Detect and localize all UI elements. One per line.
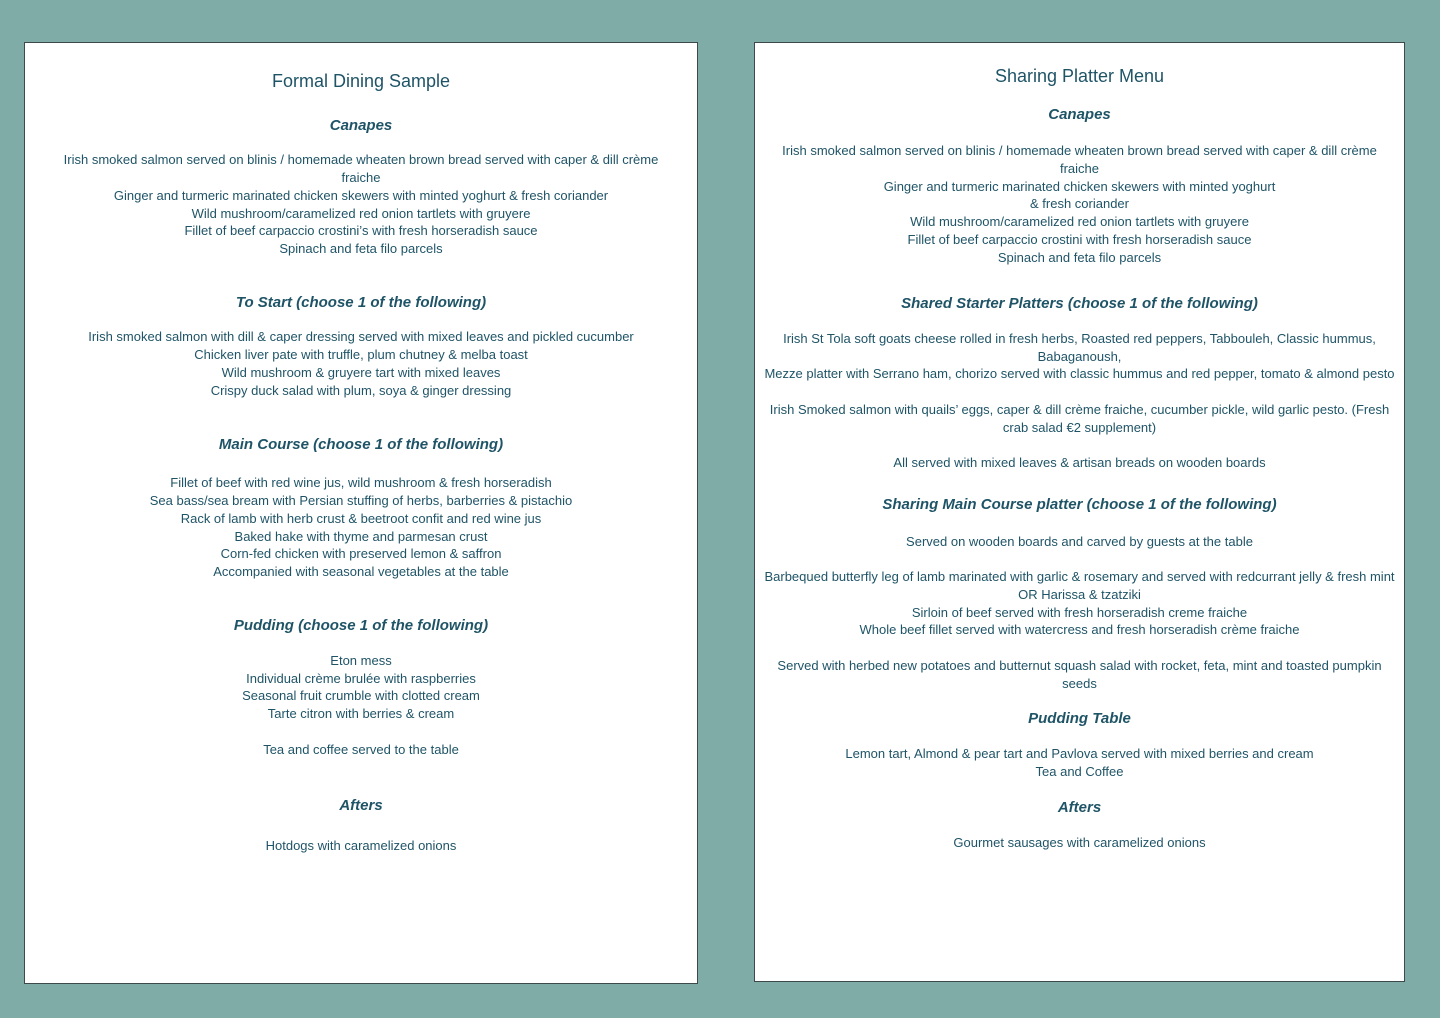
section-heading-afters: Afters [1057, 799, 1102, 816]
menu-item: Ginger and turmeric marinated chicken skewers with minted yoghurt & fresh coriander [113, 188, 609, 203]
menu-item: Irish St Tola soft goats cheese rolled in fresh herbs, Roasted red peppers, Tabbouleh, Classic hummus, Babaganoush, [783, 331, 1376, 364]
menu-item: Fillet of beef with red wine jus, wild mushroom & fresh horseradish [170, 475, 552, 490]
section-heading-canapes: Canapes [329, 117, 393, 134]
section-heading-main-course: Main Course (choose 1 of the following) [218, 436, 504, 453]
section-heading-canapes: Canapes [1048, 106, 1111, 123]
menu-item: & fresh coriander [1030, 196, 1129, 211]
menu-note: Tea and coffee served to the table [263, 742, 459, 757]
section-heading-main-course-platter: Sharing Main Course platter (choose 1 of the following) [882, 496, 1277, 513]
menu-item: Seasonal fruit crumble with clotted cream [242, 688, 480, 703]
menu-item: Spinach and feta filo parcels [279, 241, 443, 256]
menu-item: Chicken liver pate with truffle, plum chutney & melba toast [194, 347, 528, 362]
menu-item: Tarte citron with berries & cream [267, 706, 455, 721]
menu-item: Wild mushroom/caramelized red onion tartlets with gruyere [191, 206, 531, 221]
menu-item: Irish smoked salmon served on blinis / homemade wheaten brown bread served with caper & dill crème fraiche [782, 143, 1377, 176]
menu-item: Wild mushroom & gruyere tart with mixed leaves [221, 365, 501, 380]
section-heading-afters: Afters [339, 797, 383, 814]
menu-item: Crispy duck salad with plum, soya & ginger dressing [210, 383, 512, 398]
menu-item: Sea bass/sea bream with Persian stuffing of herbs, barberries & pistachio [149, 493, 573, 508]
page-title: Formal Dining Sample [271, 71, 451, 91]
section-heading-starter-platters: Shared Starter Platters (choose 1 of the following) [901, 295, 1258, 312]
menu-item: Irish smoked salmon with dill & caper dressing served with mixed leaves and pickled cucumber [88, 329, 634, 344]
menu-item: Lemon tart, Almond & pear tart and Pavlova served with mixed berries and cream [845, 746, 1314, 761]
menu-item: Rack of lamb with herb crust & beetroot confit and red wine jus [180, 511, 542, 526]
menu-item: Whole beef fillet served with watercress and fresh horseradish crème fraiche [859, 622, 1300, 637]
menu-item: Hotdogs with caramelized onions [265, 838, 457, 853]
menu-item: Barbequed butterfly leg of lamb marinated with garlic & rosemary and served with redcurrant jelly & fresh mint OR Harissa & tzatziki [764, 569, 1395, 602]
menu-item: Irish Smoked salmon with quails’ eggs, caper & dill crème fraiche, cucumber pickle, wild garlic pesto. (Fresh crab salad €2 supplement) [769, 402, 1390, 435]
menu-note: All served with mixed leaves & artisan breads on wooden boards [893, 455, 1266, 470]
menu-item: Baked hake with thyme and parmesan crust [234, 529, 488, 544]
section-heading-pudding: Pudding (choose 1 of the following) [233, 617, 489, 634]
menu-item: Individual crème brulée with raspberries [246, 671, 476, 686]
menu-item: Sirloin of beef served with fresh horseradish creme fraiche [911, 605, 1248, 620]
menu-item: Mezze platter with Serrano ham, chorizo served with classic hummus and red pepper, tomato & almond pesto [764, 366, 1395, 381]
menu-item: Fillet of beef carpaccio crostini’s with fresh horseradish sauce [184, 223, 538, 238]
menu-item: Accompanied with seasonal vegetables at the table [213, 564, 509, 579]
section-heading-pudding-table: Pudding Table [1028, 710, 1131, 727]
menu-note: Served on wooden boards and carved by guests at the table [906, 534, 1253, 549]
menu-item: Eton mess [330, 653, 392, 668]
menu-item: Wild mushroom/caramelized red onion tartlets with gruyere [910, 214, 1249, 229]
menu-page-formal-dining [24, 42, 698, 984]
menu-item: Ginger and turmeric marinated chicken skewers with minted yoghurt [883, 179, 1276, 194]
menu-item: Fillet of beef carpaccio crostini with fresh horseradish sauce [907, 232, 1252, 247]
section-heading-starter: To Start (choose 1 of the following) [235, 294, 487, 311]
menu-item: Tea and Coffee [1035, 764, 1124, 779]
menu-item: Spinach and feta filo parcels [997, 250, 1162, 265]
menu-page-sharing-platter [754, 42, 1405, 982]
menu-item: Gourmet sausages with caramelized onions [953, 835, 1206, 850]
menu-note: Served with herbed new potatoes and butternut squash salad with rocket, feta, mint and toasted pumpkin seeds [777, 658, 1382, 691]
menu-item: Irish smoked salmon served on blinis / homemade wheaten brown bread served with caper & dill crème fraiche [63, 152, 659, 185]
menu-item: Corn-fed chicken with preserved lemon & saffron [220, 546, 502, 561]
page-title: Sharing Platter Menu [994, 66, 1165, 86]
